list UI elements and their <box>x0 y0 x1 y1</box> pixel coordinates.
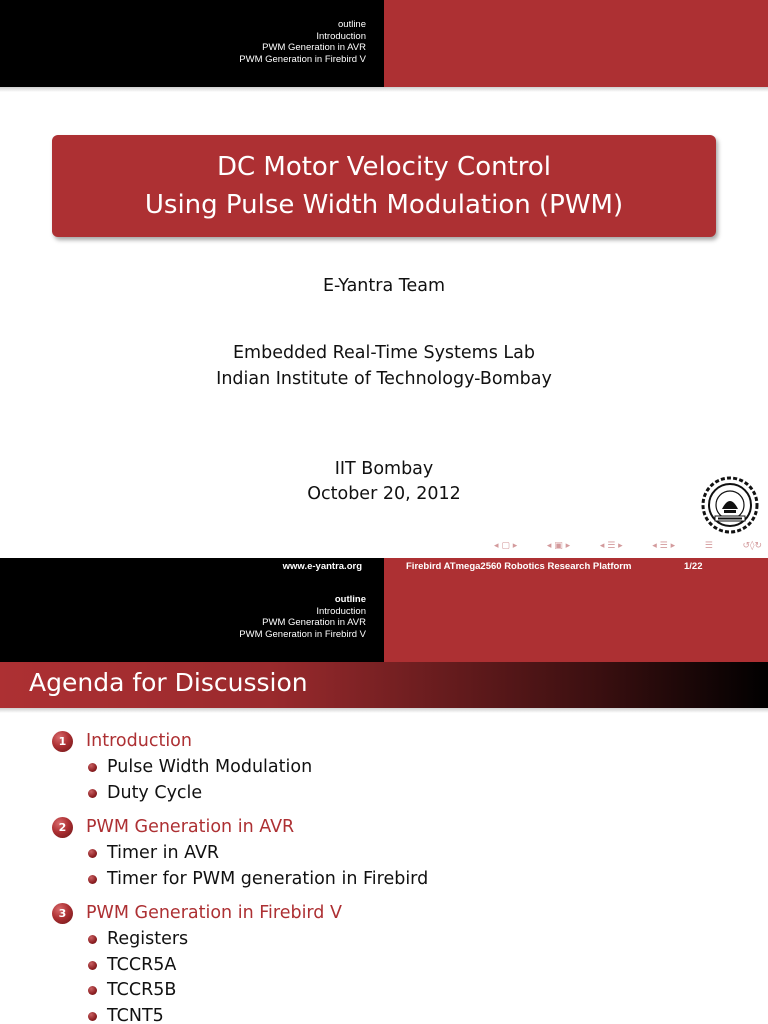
list-item <box>52 866 752 892</box>
beamer-nav-symbols <box>494 539 762 553</box>
nav-item-outline[interactable]: outline <box>338 19 366 30</box>
nav-item-outline[interactable]: outline <box>334 594 366 605</box>
footer-platform: Firebird ATmega2560 Robotics Research Platform <box>406 561 632 572</box>
nav-item-pwm-avr[interactable]: PWM Generation in AVR <box>262 42 366 54</box>
nav-item-introduction[interactable]: Introduction <box>316 30 366 42</box>
header-nav-right <box>384 585 768 672</box>
footer-left <box>0 558 384 585</box>
bullet-icon <box>88 849 97 858</box>
list-item-label: Timer in AVR <box>107 843 220 863</box>
date: October 20, 2012 <box>307 484 461 504</box>
nav-prev-slide-icon[interactable]: ◂ ▢ ▸ <box>494 541 518 551</box>
header-nav-band <box>0 585 768 672</box>
footer-url[interactable]: www.e-yantra.org <box>282 561 362 572</box>
list-item <box>52 926 752 952</box>
list-item <box>52 977 752 1003</box>
list-item <box>52 754 752 780</box>
list-item-label: TCCR5A <box>107 954 177 975</box>
bullet-icon <box>88 763 97 772</box>
section-label[interactable]: Introduction <box>86 731 192 751</box>
section-heading[interactable] <box>52 814 752 840</box>
footer <box>0 558 768 585</box>
iit-bombay-logo-icon <box>698 475 762 535</box>
list-item <box>52 952 752 978</box>
header-nav-right <box>384 0 768 87</box>
agenda-section <box>52 900 752 1024</box>
bullet-icon <box>88 961 97 970</box>
section-number-ball: 2 <box>52 817 73 838</box>
list-item-label: Pulse Width Modulation <box>107 757 313 777</box>
header-nav-left <box>0 585 384 672</box>
section-gap <box>52 891 752 900</box>
header-nav-left <box>0 0 384 87</box>
frame-title-shadow <box>0 708 768 713</box>
place: IIT Bombay <box>334 459 434 479</box>
title-line-2: Using Pulse Width Modulation (PWM) <box>144 190 624 220</box>
title-line-1: DC Motor Velocity Control <box>216 152 552 182</box>
nav-item-pwm-firebird[interactable]: PWM Generation in Firebird V <box>239 628 366 640</box>
bullet-icon <box>88 986 97 995</box>
section-nav-list <box>239 19 366 65</box>
bullet-icon <box>88 789 97 798</box>
section-nav-list <box>239 594 366 640</box>
section-number-ball: 3 <box>52 903 73 924</box>
footer-page-number: 1/22 <box>684 561 703 572</box>
bullet-icon <box>88 875 97 884</box>
frame-title: Agenda for Discussion <box>29 668 308 697</box>
section-heading[interactable] <box>52 900 752 926</box>
author: E-Yantra Team <box>323 276 445 296</box>
list-item-label: Duty Cycle <box>107 782 203 803</box>
section-label[interactable]: PWM Generation in Firebird V <box>86 903 342 923</box>
list-item-label: TCNT5 <box>107 1005 164 1024</box>
list-item <box>52 780 752 806</box>
list-item-label: TCCR5B <box>107 980 177 1000</box>
bullet-icon <box>88 1012 97 1021</box>
footer-right <box>384 558 768 585</box>
agenda-section <box>52 728 752 805</box>
agenda-slide <box>0 585 768 1024</box>
nav-item-pwm-avr[interactable]: PWM Generation in AVR <box>262 617 366 629</box>
nav-item-pwm-firebird[interactable]: PWM Generation in Firebird V <box>239 53 366 65</box>
section-label[interactable]: PWM Generation in AVR <box>86 817 295 837</box>
nav-subsection-icon[interactable]: ◂ ☰ ▸ <box>599 541 623 551</box>
institute-line-1: Embedded Real-Time Systems Lab <box>233 343 535 363</box>
agenda-list <box>52 728 752 1024</box>
nav-item-introduction[interactable]: Introduction <box>316 605 366 617</box>
nav-search-icon[interactable]: ↺◊↻ <box>742 541 762 551</box>
list-item-label: Timer for PWM generation in Firebird <box>107 868 429 889</box>
frame-title-bar <box>0 662 768 708</box>
title-box <box>52 135 716 237</box>
list-item <box>52 1003 752 1024</box>
list-item-label: Registers <box>107 929 189 949</box>
section-number-ball: 1 <box>52 731 73 752</box>
nav-outline-icon[interactable]: ☰ <box>704 541 713 551</box>
section-heading[interactable] <box>52 728 752 754</box>
nav-prev-frame-icon[interactable]: ◂ ▣ ▸ <box>546 541 571 551</box>
agenda-section <box>52 814 752 891</box>
section-gap <box>52 805 752 814</box>
nav-section-icon[interactable]: ◂ ☰ ▸ <box>652 541 676 551</box>
header-shadow <box>0 87 768 92</box>
header-nav-band <box>0 0 768 87</box>
list-item <box>52 840 752 866</box>
bullet-icon <box>88 935 97 944</box>
institute-line-2: Indian Institute of Technology-Bombay <box>216 369 552 389</box>
